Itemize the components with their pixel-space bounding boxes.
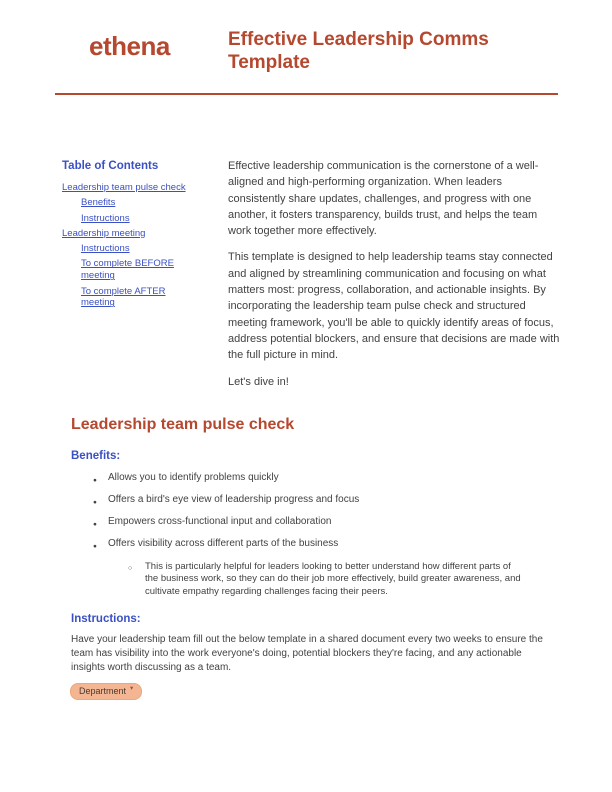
department-tag[interactable] [70,683,142,700]
toc-link-leadership-meeting[interactable]: Leadership meeting [62,227,146,239]
intro-text [228,158,562,400]
caret-down-icon: ▾ [130,684,134,692]
intro-paragraph-2: This template is designed to help leadership teams stay connected and aligned by streamlining communication and focusing on what matters most: progress, collaboration, and actionable insights. By incorporating the leadership team pulse check and structured meeting framework, you'll be able to quickly identify areas of focus, address potential blockers, and ensure that decisions are made with the full picture in mind. [228,251,560,362]
toc-link-instructions-2[interactable]: Instructions [81,243,130,255]
toc-link-benefits[interactable]: Benefits [81,197,116,209]
header-divider [55,93,558,95]
toc-link-to-complete-before-meeting[interactable]: To complete BEFORE meeting [81,258,174,282]
benefit-sub-item: ○ This is particularly helpful for leaders looking to better understand how different parts of the business work, so they can do their job more effectively, build greater awareness, and cultivate empathy regarding challenges facing their peers. [128,561,522,598]
instructions-paragraph: Have your leadership team fill out the below template in a shared document every two weeks to ensure the team has visibility into the work everyone's doing, potential blockers they're facing, and any actionable insights worth discussing as a team. [71,634,543,673]
benefits-list [92,471,554,598]
table-of-contents [62,160,214,313]
page-title: Effective Leadership Comms Template [228,29,489,73]
benefits-heading: Benefits: [71,450,121,462]
benefit-item: ● Empowers cross-functional input and collaboration [92,515,554,528]
intro-paragraph-1: Effective leadership communication is the cornerstone of a well-aligned and high-performing organization. When leaders consistently share updates, challenges, and progress with one another, it fosters transparency, builds trust, and helps the team work together more effectively. [228,160,539,238]
toc-link-instructions-1[interactable]: Instructions [81,212,130,224]
toc-link-leadership-team-pulse-check[interactable]: Leadership team pulse check [62,182,186,193]
benefit-item: ● Offers a bird's eye view of leadership progress and focus [92,493,554,506]
department-tag-label: Department [79,686,127,696]
section-heading-pulse-check: Leadership team pulse check [71,416,295,433]
benefit-item: ● Offers visibility across different parts of the business [92,537,554,550]
instructions-heading: Instructions: [71,613,141,625]
toc-heading: Table of Contents [62,160,159,172]
benefit-item: ● Allows you to identify problems quickly [92,471,554,484]
ethena-logo: ethena [89,31,170,61]
toc-link-to-complete-after-meeting[interactable]: To complete AFTER meeting [81,285,166,309]
intro-paragraph-3: Let's dive in! [228,375,289,388]
